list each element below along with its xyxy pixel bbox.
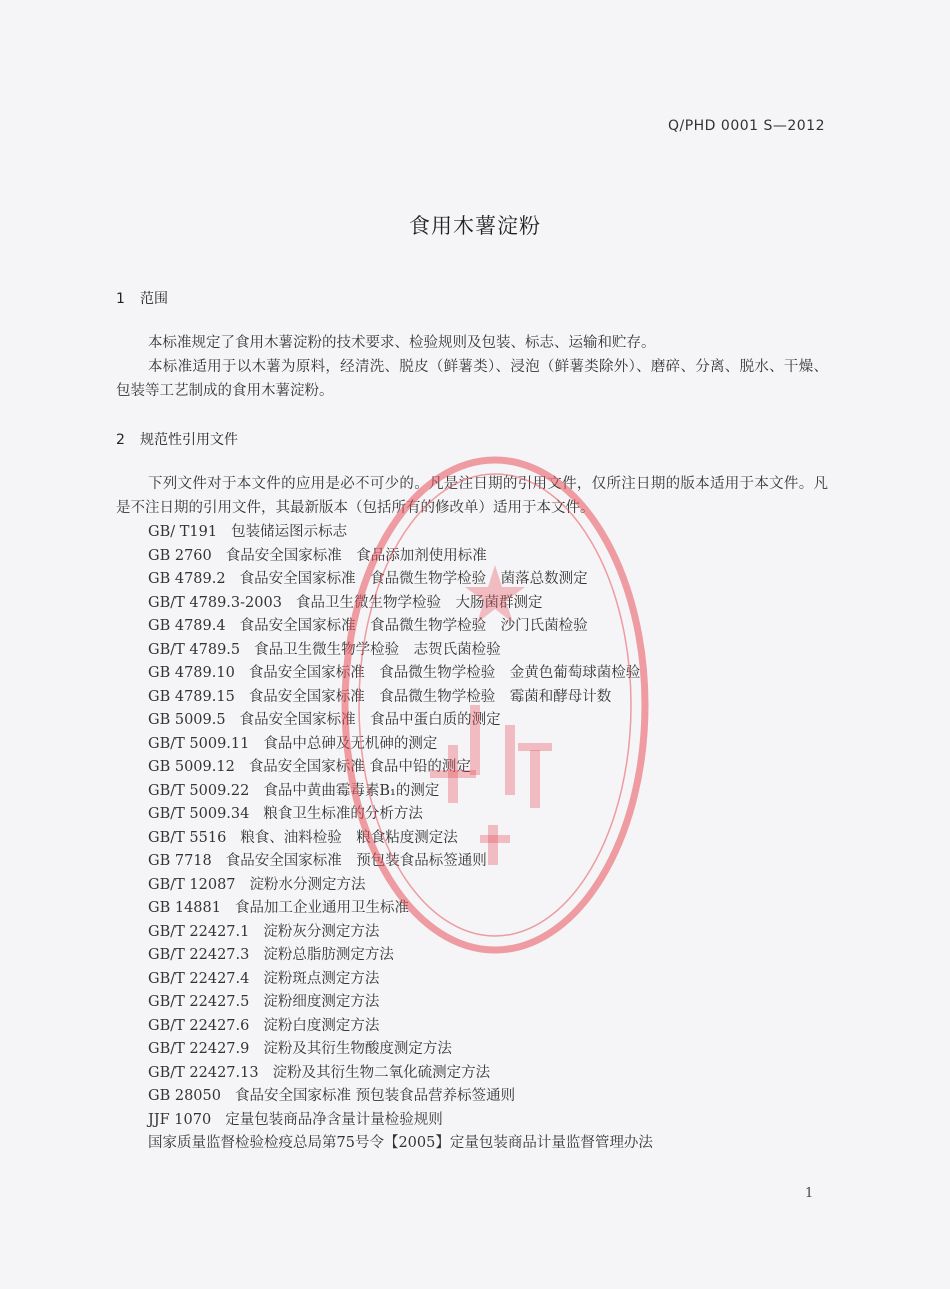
reference-title: 淀粉细度测定方法 <box>263 994 380 1010</box>
reference-code: GB/T 22427.3 <box>148 947 250 963</box>
reference-item <box>148 1085 828 1109</box>
reference-title: 包装储运图示标志 <box>231 524 348 540</box>
section-number: 1 <box>116 291 125 307</box>
reference-code: GB/ T191 <box>148 524 218 540</box>
scope-paragraph-2: 本标准适用于以木薯为原料，经清洗、脱皮（鲜薯类）、浸泡（鲜薯类除外）、磨碎、分离、脱水、干燥、包装等工艺制成的食用木薯淀粉。 <box>116 359 828 399</box>
reference-title: 食品中黄曲霉毒素B₁的测定 <box>263 782 440 799</box>
scope-paragraph-1: 本标准规定了食用木薯淀粉的技术要求、检验规则及包装、标志、运输和贮存。 <box>148 335 656 351</box>
reference-item <box>148 1038 828 1062</box>
reference-item <box>148 1109 828 1133</box>
reference-code: GB/T 22427.4 <box>148 970 250 987</box>
reference-item <box>148 592 828 616</box>
page-number: 1 <box>805 1186 814 1201</box>
reference-code: GB/T 4789.5 <box>148 641 241 658</box>
reference-title: 淀粉灰分测定方法 <box>263 923 380 940</box>
reference-item <box>148 1132 828 1156</box>
reference-title: 食品安全国家标准 食品微生物学检验 菌落总数测定 <box>239 571 588 587</box>
reference-item <box>148 850 828 874</box>
document-title: 食用木薯淀粉 <box>409 214 541 238</box>
reference-title: 食品安全国家标准 食品微生物学检验 沙门氏菌检验 <box>239 618 588 634</box>
reference-item <box>148 803 828 827</box>
reference-code: GB/T 22427.9 <box>148 1041 250 1057</box>
reference-item <box>148 874 828 898</box>
reference-title: 淀粉斑点测定方法 <box>263 970 380 987</box>
reference-item <box>148 921 828 945</box>
reference-item <box>148 686 828 710</box>
reference-code: GB 4789.10 <box>148 665 235 681</box>
reference-code: GB/T 22427.5 <box>148 994 250 1010</box>
section-title: 规范性引用文件 <box>140 432 238 448</box>
reference-title: 食品加工企业通用卫生标准 <box>234 900 409 916</box>
reference-code: GB/T 5009.22 <box>148 782 250 799</box>
reference-title: 食品中总砷及无机砷的测定 <box>263 735 438 752</box>
reference-title: 食品安全国家标准 食品添加剂使用标准 <box>225 547 487 564</box>
reference-title: 食品安全国家标准 食品中铅的测定 <box>248 759 471 775</box>
reference-title: 食品安全国家标准 食品微生物学检验 金黄色葡萄球菌检验 <box>248 665 641 681</box>
reference-item <box>148 968 828 992</box>
reference-title: 食品安全国家标准 食品中蛋白质的测定 <box>239 712 501 728</box>
reference-code: GB/T 22427.1 <box>148 923 250 940</box>
reference-code: GB 4789.2 <box>148 571 226 587</box>
reference-item <box>148 1062 828 1086</box>
reference-item <box>148 545 828 569</box>
reference-item <box>148 615 828 639</box>
reference-item <box>148 639 828 663</box>
reference-title: 定量包装商品净含量计量检验规则 <box>225 1111 443 1128</box>
reference-title: 国家质量监督检验检疫总局第75号令【2005】定量包装商品计量监督管理办法 <box>148 1135 653 1151</box>
reference-code: GB/T 22427.13 <box>148 1064 259 1081</box>
reference-title: 淀粉水分测定方法 <box>249 876 366 893</box>
reference-code: GB/T 5009.11 <box>148 735 250 752</box>
reference-code: GB 28050 <box>148 1088 221 1104</box>
reference-title: 粮食、油料检验 粮食粘度测定法 <box>240 829 458 846</box>
references-intro-paragraph: 下列文件对于本文件的应用是必不可少的。凡是注日期的引用文件，仅所注日期的版本适用于本文件。凡是不注日期的引用文件，其最新版本（包括所有的修改单）适用于本文件。 <box>116 476 828 516</box>
document-code: Q/PHD 0001 S—2012 <box>667 118 825 134</box>
reference-code: GB/T 5516 <box>148 829 227 846</box>
reference-title: 食品安全国家标准 预包装食品标签通则 <box>225 853 487 869</box>
reference-code: GB 2760 <box>148 547 212 564</box>
reference-title: 淀粉白度测定方法 <box>263 1017 380 1034</box>
reference-title: 食品卫生微生物学检验 志贺氏菌检验 <box>254 641 501 658</box>
reference-item <box>148 780 828 804</box>
reference-item <box>148 662 828 686</box>
reference-code: GB 4789.15 <box>148 688 235 705</box>
reference-code: GB 14881 <box>148 900 221 916</box>
reference-title: 淀粉及其衍生物二氧化硫测定方法 <box>272 1064 491 1081</box>
reference-title: 淀粉及其衍生物酸度测定方法 <box>263 1041 452 1057</box>
reference-item <box>148 944 828 968</box>
section-heading-normative-references <box>116 429 238 449</box>
reference-item <box>148 733 828 757</box>
reference-code: GB/T 5009.34 <box>148 806 250 822</box>
reference-code: GB 5009.12 <box>148 759 235 775</box>
reference-code: GB 7718 <box>148 853 212 869</box>
reference-title: 粮食卫生标准的分析方法 <box>263 806 423 822</box>
reference-item <box>148 827 828 851</box>
reference-item <box>148 756 828 780</box>
reference-item <box>148 709 828 733</box>
reference-code: GB 5009.5 <box>148 712 226 728</box>
reference-title: 食品安全国家标准 食品微生物学检验 霉菌和酵母计数 <box>248 688 612 705</box>
reference-item <box>148 991 828 1015</box>
reference-list <box>148 521 828 1156</box>
reference-code: GB/T 4789.3-2003 <box>148 594 282 611</box>
reference-title: 食品卫生微生物学检验 大肠菌群测定 <box>295 594 543 611</box>
reference-code: GB/T 12087 <box>148 876 236 893</box>
reference-code: JJF 1070 <box>148 1111 212 1128</box>
section-title: 范围 <box>140 291 168 307</box>
reference-title: 淀粉总脂肪测定方法 <box>263 947 394 963</box>
reference-item <box>148 521 828 545</box>
reference-item <box>148 897 828 921</box>
reference-item <box>148 1015 828 1039</box>
reference-code: GB 4789.4 <box>148 618 226 634</box>
section-number: 2 <box>116 432 125 448</box>
section-heading-scope <box>116 288 168 308</box>
reference-item <box>148 568 828 592</box>
reference-title: 食品安全国家标准 预包装食品营养标签通则 <box>234 1088 516 1104</box>
reference-code: GB/T 22427.6 <box>148 1017 250 1034</box>
